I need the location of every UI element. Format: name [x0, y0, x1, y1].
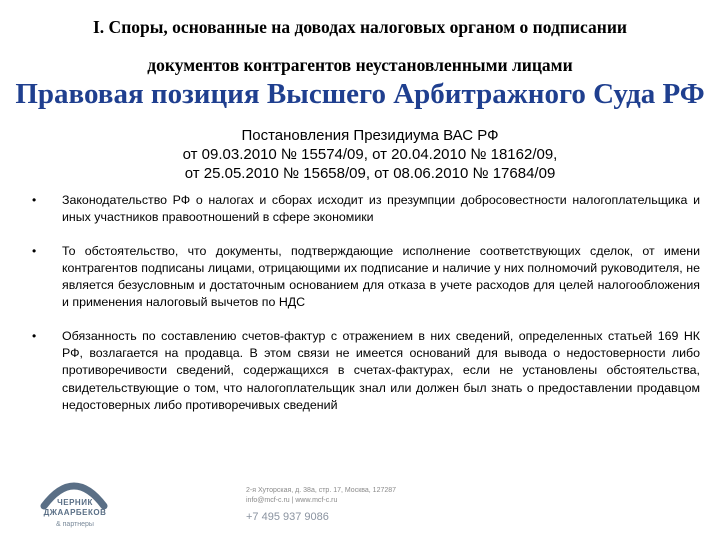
reference-line-1: Постановления Президиума ВАС РФ	[241, 127, 499, 144]
heading-line-2: документов контрагентов неустановленными лицами	[147, 55, 573, 75]
bullet-text: Обязанность по составлению счетов-фактур с отражением в них сведений, определенных статьей 169 НК РФ, возлагается на продавца. В этом связи не имеется оснований для вывода о недостоверности либо противоречивости сведений, содержащихся в счетах-фактурах, если не установлены обстоятельства, свидетельствующие о том, что налогоплательщик знал или должен был знать о предоставлении продавцом недостоверных либо противоречивых сведений	[62, 328, 700, 412]
bullet-marker: •	[32, 243, 37, 258]
footer-phone: +7 495 937 9086	[246, 511, 329, 523]
footer-email-web: info@mcf-c.ru | www.mcf-c.ru	[246, 497, 338, 504]
bullet-marker: •	[32, 328, 37, 343]
slide-subtitle: Правовая позиция Высшего Арбитражного Суда РФ	[15, 78, 705, 110]
logo-subtitle: & партнеры	[56, 521, 94, 528]
bullet-text: То обстоятельство, что документы, подтверждающие исполнение соответствующих сделок, от имени контрагентов подписаны лицами, отрицающими их подписание и наличие у них полномочий руководителя, не является безусловным и достаточным основанием для отказа в учете расходов для целей налогообложения и применения налоговый вычетов по НДС	[62, 243, 700, 310]
logo-name-line-1: ЧЕРНИК	[57, 498, 93, 507]
reference-line-3: от 25.05.2010 № 15658/09, от 08.06.2010 № 17684/09	[184, 165, 556, 182]
heading-line-1: I. Споры, основанные на доводах налоговых органом о подписании	[93, 17, 627, 37]
bullet-item	[28, 192, 700, 227]
court-reference	[120, 126, 620, 183]
footer-address: 2-я Хуторская, д. 38а, стр. 17, Москва, 127287	[246, 487, 397, 494]
bullet-item	[28, 328, 700, 414]
slide-heading	[20, 8, 700, 84]
bullet-text: Законодательство РФ о налогах и сборах исходит из презумпции добросовестности налогоплательщика и иных участников правоотношений в сфере экономики	[62, 193, 700, 225]
bullet-list	[28, 192, 700, 430]
reference-line-2: от 09.03.2010 № 15574/09, от 20.04.2010 № 18162/09,	[182, 146, 558, 163]
footer	[0, 470, 720, 540]
bullet-marker: •	[32, 193, 37, 207]
logo-name	[30, 498, 120, 518]
bullet-item	[28, 243, 700, 312]
logo-name-line-2: ДЖААРБЕКОВ	[43, 508, 107, 517]
footer-contacts	[246, 486, 396, 526]
